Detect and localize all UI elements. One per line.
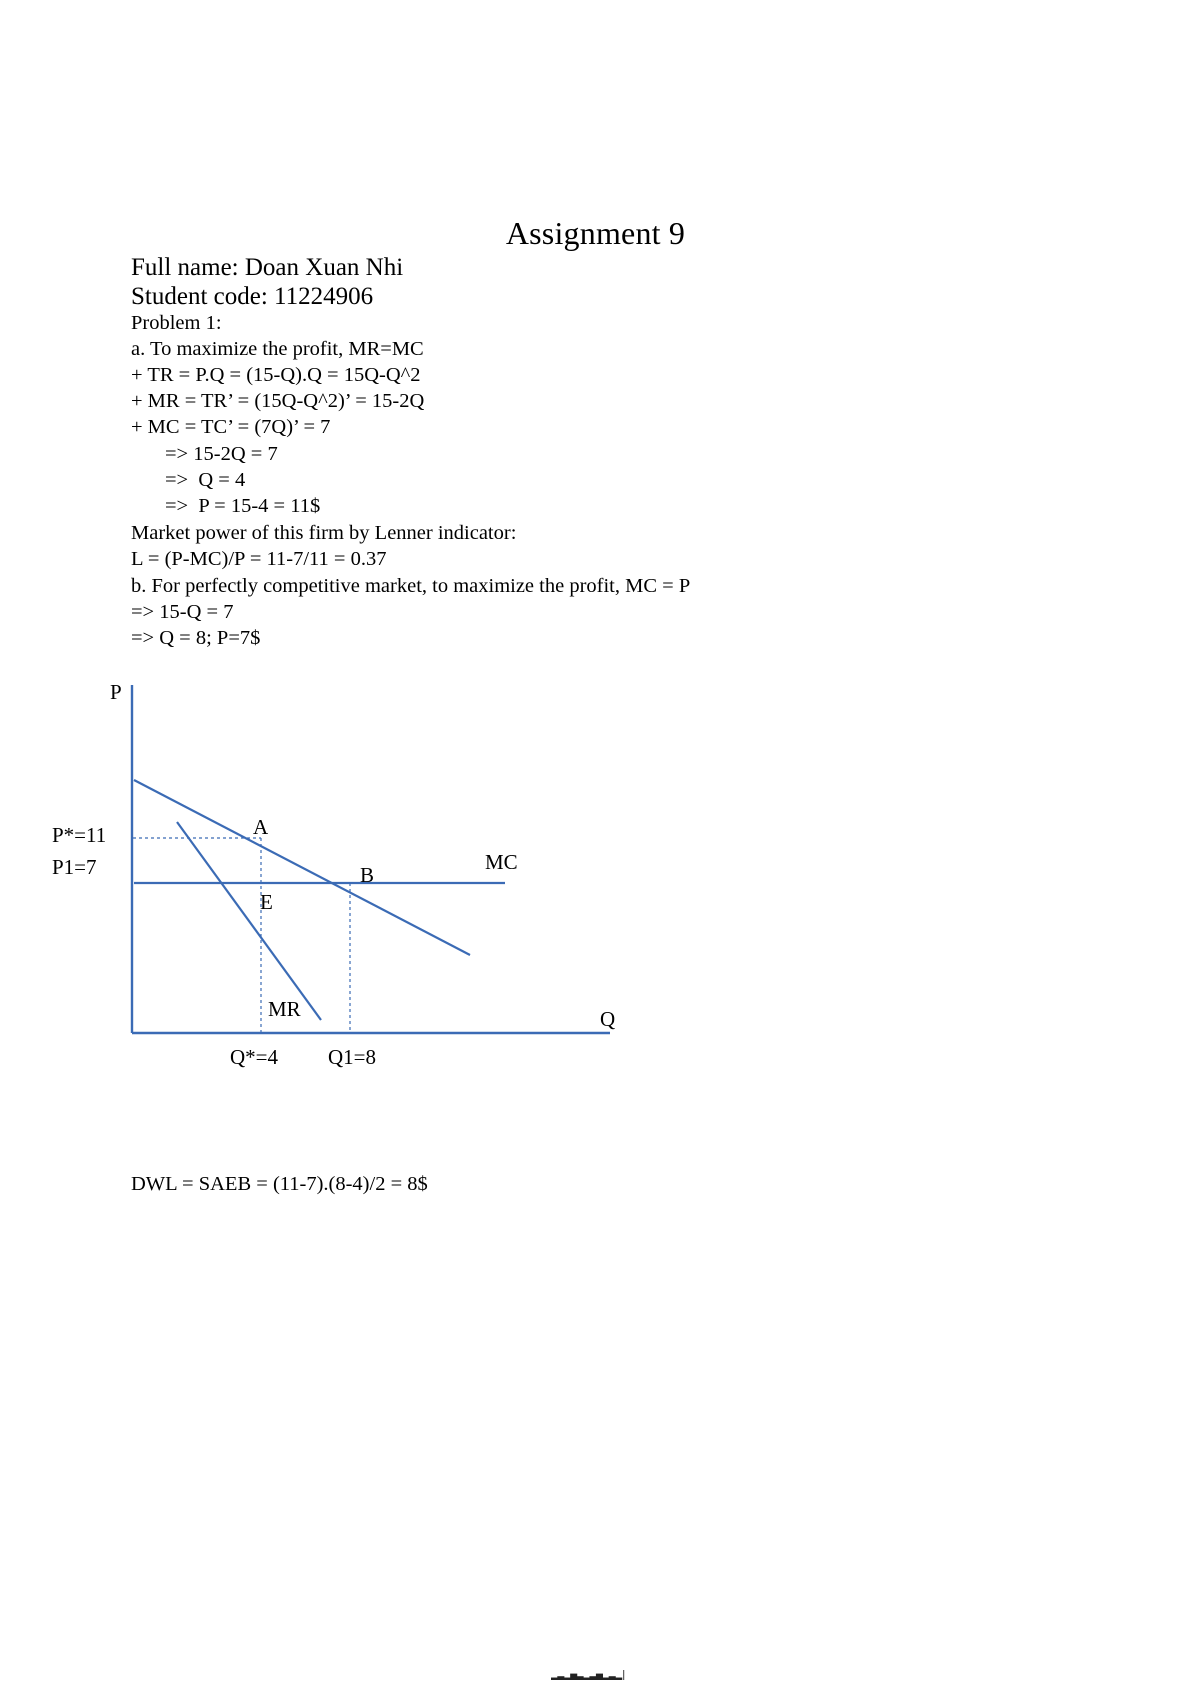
solution-line-mr: + MR = TR’ = (15Q-Q^2)’ = 15-2Q [131, 390, 425, 412]
mr-curve [177, 822, 321, 1020]
full-name-line: Full name: Doan Xuan Nhi [131, 254, 404, 281]
x-tick-qstar: Q*=4 [230, 1045, 279, 1069]
monopoly-diagram [40, 670, 740, 1090]
solution-step-1: => 15-2Q = 7 [165, 443, 278, 465]
solution-line-b: b. For perfectly competitive market, to maximize the profit, MC = P [131, 575, 691, 597]
solution-line-mc: + MC = TC’ = (7Q)’ = 7 [131, 416, 331, 438]
diagram-svg [40, 670, 740, 1090]
point-label-e: E [260, 890, 273, 914]
axis-label-q: Q [600, 1007, 616, 1031]
solution-step-5: => Q = 8; P=7$ [131, 627, 261, 649]
solution-line-tr: + TR = P.Q = (15-Q).Q = 15Q-Q^2 [131, 364, 421, 386]
y-tick-pstar: P*=11 [52, 823, 107, 847]
lerner-index-line: L = (P-MC)/P = 11-7/11 = 0.37 [131, 548, 387, 570]
solution-line-a: a. To maximize the profit, MR=MC [131, 338, 424, 360]
point-label-b: B [360, 863, 375, 887]
dwl-line: DWL = SAEB = (11-7).(8-4)/2 = 8$ [131, 1173, 428, 1195]
problem-heading: Problem 1: [131, 312, 222, 334]
student-code-line: Student code: 11224906 [131, 283, 374, 310]
curve-label-mc: MC [485, 850, 518, 874]
solution-step-4: => 15-Q = 7 [131, 601, 234, 623]
page-title: Assignment 9 [505, 215, 686, 251]
point-label-a: A [253, 815, 269, 839]
x-tick-q1: Q1=8 [328, 1045, 377, 1069]
footer-artifact: ▂▃▂▅▃▂▃▅▂▃▂ ▏ [551, 1670, 630, 1680]
curve-label-mr: MR [268, 997, 301, 1021]
axis-label-p: P [110, 680, 122, 704]
y-tick-p1: P1=7 [52, 855, 97, 879]
solution-step-3: => P = 15-4 = 11$ [165, 495, 321, 517]
market-power-heading: Market power of this firm by Lenner indicator: [131, 522, 517, 544]
demand-curve [134, 780, 470, 955]
solution-step-2: => Q = 4 [165, 469, 246, 491]
